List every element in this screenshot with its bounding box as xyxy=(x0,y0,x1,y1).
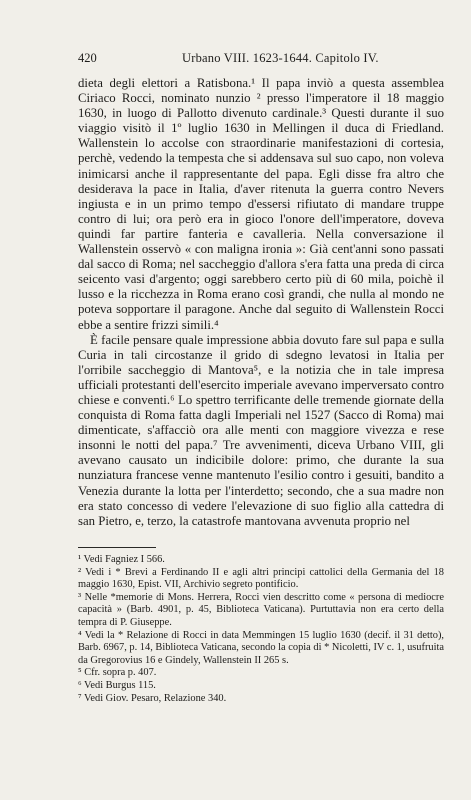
footnotes xyxy=(78,554,444,705)
paragraph-2: È facile pensare quale impressione abbia dovuto fare sul papa e sulla Curia in tali circostanze il grido di sdegno levatosi in Italia per l'orribile saccheggio di Mantova⁵, e la notizia che in tale impresa ufficiali protestanti dell'esercito imperiale avevano imperversato contro chiese e conventi.⁶ Lo spettro terrificante delle tremende giornate della conquista di Roma fatta dagli Imperiali nel 1527 (Sacco di Roma) mai dimenticate, s'affacciò ora alle menti con maggiore vivezza e rese insonni le notti del papa.⁷ Tre avvenimenti, diceva Urbano VIII, gli avevano causato un indicibile dolore: primo, che durante la sua nunziatura francese venne mantenuto l'esilio contro i gesuiti, bandito a Venezia durante la lotta per l'interdetto; secondo, che a sua madre non era stato concesso di vedere l'elevazione di suo figlio alla cattedra di san Pietro, e, terzo, la catastrofe mantovana avvenuta proprio nel xyxy=(78,332,444,528)
running-title: Urbano VIII. 1623-1644. Capitolo IV. xyxy=(182,51,379,65)
footnote-separator xyxy=(78,547,156,548)
footnote-3: ³ Nelle *memorie di Mons. Herrera, Rocci vien descritto come « persona di mediocre capacità » (Barb. 4901, p. 45, Biblioteca Vaticana). Purtuttavia non era certo della tempra di P. Giuseppe. xyxy=(78,591,444,628)
footnote-6: ⁶ Vedi Burgus 115. xyxy=(78,679,156,691)
main-text xyxy=(78,76,444,529)
footnote-7: ⁷ Vedi Giov. Pesaro, Relazione 340. xyxy=(78,692,227,704)
paragraph-1: dieta degli elettori a Ratisbona.¹ Il papa inviò a questa assemblea Ciriaco Rocci, nominato nunzio ² presso l'imperatore il 18 maggio 1630, in luogo di Pallotto divenuto cardinale.³ Questi durante il suo viaggio visitò il 1º luglio 1630 in Mellingen il duca di Friedland. Wallenstein lo accolse con straordinarie manifestazioni di cortesia, perchè, vedendo la tempesta che si addensava sul suo capo, non voleva inimicarsi anche il rappresentante del papa. Egli disse fra altro che desiderava la pace in Italia, d'aver ritenuta la guerra contro Nevers ingiusta e in un primo tempo d'essersi rifiutato di mandare truppe contro di lui; ora però era in gioco l'onore dell'imperatore, doveva quindi far partire fanteria e cavalleria. Nella conversazione il Wallenstein osservò « con maligna ironia »: Già cent'anni sono passati dal sacco di Roma; nel saccheggio d'allora s'era fatta una preda di circa seicento vasi d'argento; oggi sarebbero certo più di 60 mila, poichè il lusso e la ricchezza in Roma erano così grandi, che nulla al mondo ne poteva sopportare il paragone. Anche dal seguito di Wallenstein Rocci ebbe a sentire frizzi simili.⁴ xyxy=(78,76,444,332)
footnote-2: ² Vedi i * Brevi a Ferdinando II e agli altri principi cattolici della Germania del 18 maggio 1630, Epist. VII, Archivio segreto pontificio. xyxy=(78,566,444,591)
footnote-4: ⁴ Vedi la * Relazione di Rocci in data Memmingen 15 luglio 1630 (decif. il 31 detto), Barb. 6967, p. 14, Biblioteca Vaticana, secondo la copia di * Nicoletti, IV c. 1, usufruita da Gregorovius 16 e Gindely, Wallenstein II 265 s. xyxy=(78,629,444,666)
footnote-5: ⁵ Cfr. sopra p. 407. xyxy=(78,667,157,679)
page-number: 420 xyxy=(78,51,97,65)
footnote-1: ¹ Vedi Fagniez I 566. xyxy=(78,554,165,565)
